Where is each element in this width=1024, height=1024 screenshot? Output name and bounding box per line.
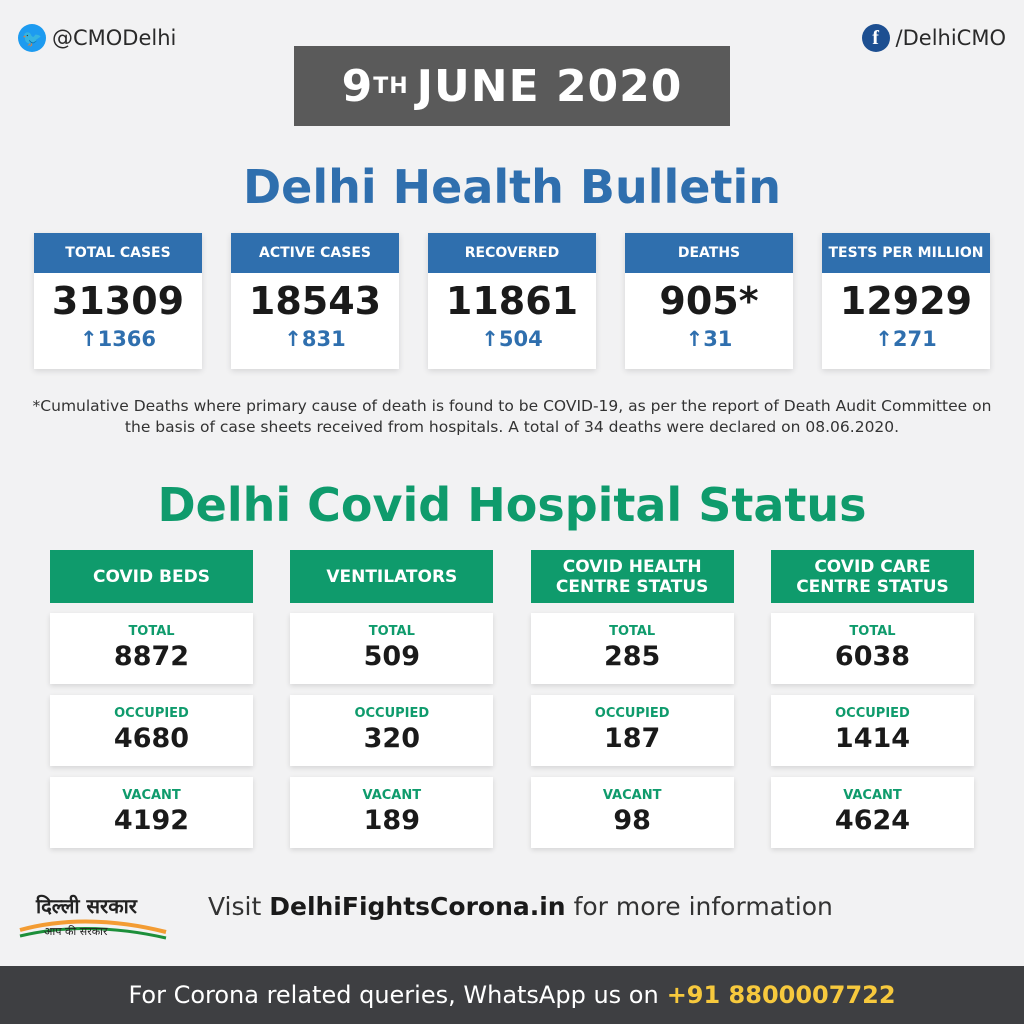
hospital-cell-occupied [771,695,974,766]
death-note: *Cumulative Deaths where primary cause of death is found to be COVID-19, as per the report of Death Audit Committee on the basis of case sheets received from hospitals. A total of 34 deaths were declared on 08.06.2020. [32,397,992,436]
hospital-cell-vacant [290,777,493,848]
stat-delta-value: 271 [892,327,937,351]
visit-prefix: Visit [208,892,262,921]
stat-delta-value: 504 [498,327,543,351]
date-suffix: TH [373,73,409,99]
date-banner [294,46,730,126]
stat-value: 905* [659,279,759,323]
stat-value: 31309 [51,279,185,323]
visit-suffix: for more information [573,892,833,921]
stat-label: TESTS PER MILLION [822,233,990,273]
hospital-title: Delhi Covid Hospital Status [157,478,867,532]
hospital-cell-total [531,613,734,684]
hospital-grid [50,550,974,848]
cell-value: 4624 [834,805,911,836]
cell-label: TOTAL [849,624,896,639]
cell-value: 1414 [834,723,911,754]
delhi-govt-logo [16,890,176,946]
arrow-up-icon: ↑ [284,327,302,351]
cell-label: OCCUPIED [835,706,910,721]
cell-label: TOTAL [128,624,175,639]
logo-sub-text: आप की सरकार [44,925,108,938]
cell-value: 98 [613,805,651,836]
cell-label: OCCUPIED [114,706,189,721]
website-link[interactable]: DelhiFightsCorona.in [269,892,566,921]
facebook-handle-text: /DelhiCMO [895,26,1006,50]
cell-label: VACANT [602,788,662,803]
bulletin-title: Delhi Health Bulletin [243,160,781,214]
stat-label: DEATHS [625,233,793,273]
footer-text: For Corona related queries, WhatsApp us on [128,981,659,1009]
cell-value: 4680 [113,723,190,754]
cell-value: 509 [363,641,421,672]
logo-main-text: दिल्ली सरकार [36,894,137,918]
arrow-up-icon: ↑ [79,327,98,351]
stat-card-total-cases [34,233,202,369]
cell-label: TOTAL [368,624,415,639]
stat-delta [625,327,793,351]
stat-value: 12929 [839,279,973,323]
stat-delta-value: 1366 [97,327,157,351]
stat-label: ACTIVE CASES [231,233,399,273]
cell-label: TOTAL [609,624,656,639]
cell-label: OCCUPIED [594,706,670,721]
cell-value: 8872 [113,641,190,672]
date-day: 9 [341,60,374,112]
cell-label: VACANT [122,788,181,803]
stat-delta-value: 831 [301,327,346,351]
hospital-cell-total [771,613,974,684]
stat-label: RECOVERED [428,233,596,273]
stat-value: 18543 [248,279,382,323]
hospital-column-health-centre [531,550,734,848]
hospital-column-heading: COVID BEDS [50,550,253,603]
footer-bar [0,966,1024,1024]
hospital-column-care-centre [771,550,974,848]
stat-card-deaths [625,233,793,369]
stat-delta [822,327,990,351]
hospital-column-heading: COVID CARE CENTRE STATUS [771,550,974,603]
hospital-cell-total [50,613,253,684]
hospital-column-heading: COVID HEALTH CENTRE STATUS [531,550,734,603]
stat-delta [428,327,596,351]
hospital-cell-vacant [50,777,253,848]
stat-card-active-cases [231,233,399,369]
visit-text [208,892,833,921]
twitter-icon: 🐦 [18,24,46,52]
stat-delta-value: 31 [703,327,733,351]
arrow-up-icon: ↑ [685,327,704,351]
arrow-up-icon: ↑ [875,327,893,351]
twitter-handle[interactable] [18,24,176,52]
hospital-cell-occupied [531,695,734,766]
hospital-cell-occupied [50,695,253,766]
cell-value: 6038 [834,641,911,672]
cell-label: VACANT [362,788,422,803]
cell-label: OCCUPIED [354,706,430,721]
cell-value: 285 [603,641,661,672]
facebook-icon: f [862,24,890,52]
stats-row [34,233,990,369]
hospital-cell-vacant [531,777,734,848]
facebook-handle[interactable] [862,24,1006,52]
cell-value: 187 [603,723,661,754]
hospital-cell-total [290,613,493,684]
twitter-handle-text: @CMODelhi [52,26,177,50]
hospital-cell-vacant [771,777,974,848]
hospital-cell-occupied [290,695,493,766]
hospital-column-heading: VENTILATORS [290,550,493,603]
stat-label: TOTAL CASES [34,233,202,273]
whatsapp-number[interactable]: +91 8800007722 [666,981,896,1009]
hospital-column-covid-beds [50,550,253,848]
date-rest: JUNE 2020 [416,60,683,112]
stat-value: 11861 [445,279,579,323]
cell-value: 4192 [113,805,190,836]
arrow-up-icon: ↑ [481,327,499,351]
cell-label: VACANT [843,788,902,803]
stat-card-tests-per-million [822,233,990,369]
stat-card-recovered [428,233,596,369]
cell-value: 189 [363,805,421,836]
stat-delta [34,327,202,351]
cell-value: 320 [363,723,421,754]
stat-delta [231,327,399,351]
hospital-column-ventilators [290,550,493,848]
